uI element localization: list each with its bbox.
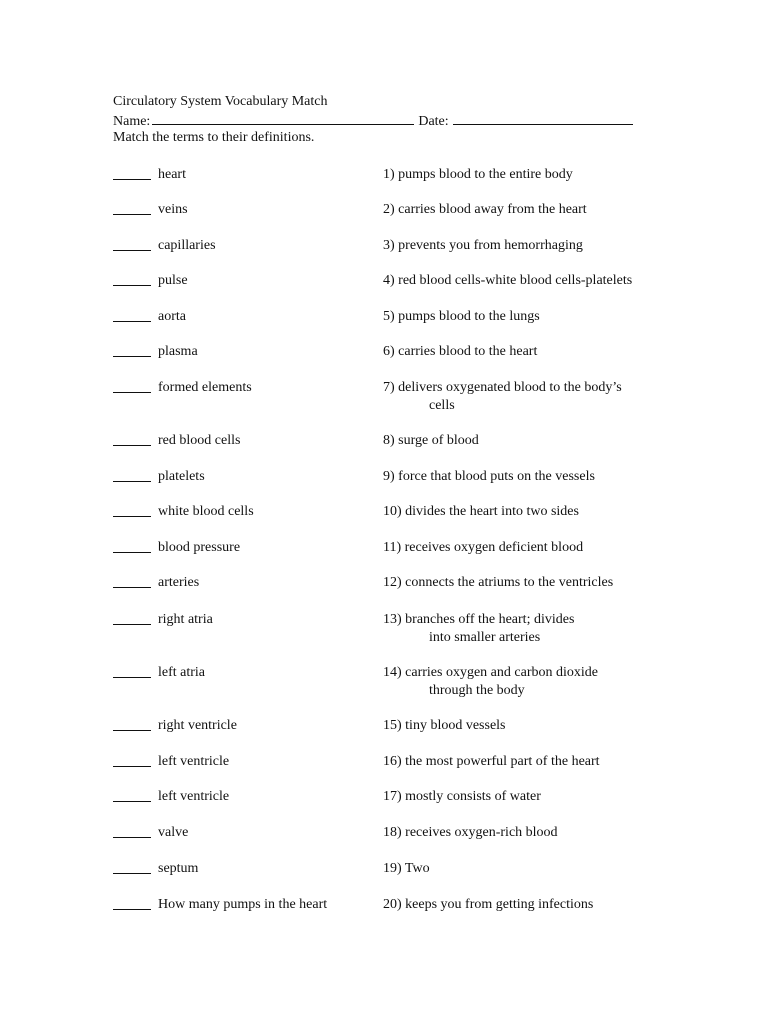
term: capillaries	[158, 238, 216, 253]
definition: 3) prevents you from hemorrhaging	[383, 238, 583, 253]
definition: 14) carries oxygen and carbon dioxide	[383, 665, 598, 680]
term: right ventricle	[158, 718, 237, 733]
answer-blank[interactable]	[113, 250, 151, 251]
term: platelets	[158, 469, 205, 484]
term: plasma	[158, 344, 198, 359]
term: arteries	[158, 575, 200, 590]
answer-blank[interactable]	[113, 801, 151, 802]
term: left ventricle	[158, 789, 230, 804]
match-row	[0, 343, 768, 379]
definition: 10) divides the heart into two sides	[383, 504, 579, 519]
term: left ventricle	[158, 754, 230, 769]
match-row	[0, 860, 768, 896]
term: blood pressure	[158, 540, 241, 555]
definition: 17) mostly consists of water	[383, 789, 541, 804]
match-row	[0, 788, 768, 824]
term: left atria	[158, 665, 206, 680]
worksheet-title: Circulatory System Vocabulary Match	[113, 94, 328, 109]
name-field[interactable]	[152, 112, 414, 125]
definition: 1) pumps blood to the entire body	[383, 167, 573, 182]
match-row	[0, 717, 768, 753]
term: heart	[158, 167, 186, 182]
match-row	[0, 379, 768, 415]
match-row	[0, 574, 768, 610]
match-row	[0, 166, 768, 202]
answer-blank[interactable]	[113, 873, 151, 874]
definition: 9) force that blood puts on the vessels	[383, 469, 595, 484]
match-row	[0, 611, 768, 647]
match-row	[0, 539, 768, 575]
instructions: Match the terms to their definitions.	[113, 130, 315, 145]
definition: 11) receives oxygen deficient blood	[383, 540, 584, 555]
answer-blank[interactable]	[113, 356, 151, 357]
match-row	[0, 272, 768, 308]
match-row	[0, 753, 768, 789]
term: aorta	[158, 309, 186, 324]
definition-continuation: into smaller arteries	[429, 630, 541, 645]
term: valve	[158, 825, 189, 840]
definition: 5) pumps blood to the lungs	[383, 309, 540, 324]
definition: 4) red blood cells-white blood cells-platelets	[383, 273, 633, 288]
answer-blank[interactable]	[113, 392, 151, 393]
answer-blank[interactable]	[113, 321, 151, 322]
match-row	[0, 503, 768, 539]
answer-blank[interactable]	[113, 730, 151, 731]
answer-blank[interactable]	[113, 552, 151, 553]
answer-blank[interactable]	[113, 445, 151, 446]
answer-blank[interactable]	[113, 624, 151, 625]
definition: 6) carries blood to the heart	[383, 344, 538, 359]
term: white blood cells	[158, 504, 254, 519]
answer-blank[interactable]	[113, 587, 151, 588]
answer-blank[interactable]	[113, 837, 151, 838]
definition: 13) branches off the heart; divides	[383, 612, 575, 627]
definition: 8) surge of blood	[383, 433, 479, 448]
definition: 16) the most powerful part of the heart	[383, 754, 600, 769]
term: pulse	[158, 273, 188, 288]
term: formed elements	[158, 380, 252, 395]
answer-blank[interactable]	[113, 481, 151, 482]
match-row	[0, 664, 768, 700]
definition: 2) carries blood away from the heart	[383, 202, 587, 217]
definition: 7) delivers oxygenated blood to the body’s	[383, 380, 622, 395]
date-label: Date:	[418, 114, 449, 129]
answer-blank[interactable]	[113, 909, 151, 910]
match-row	[0, 896, 768, 932]
term: How many pumps in the heart	[158, 897, 328, 912]
match-row	[0, 308, 768, 344]
definition: 12) connects the atriums to the ventricles	[383, 575, 614, 590]
answer-blank[interactable]	[113, 677, 151, 678]
term: red blood cells	[158, 433, 241, 448]
answer-blank[interactable]	[113, 285, 151, 286]
term: veins	[158, 202, 188, 217]
answer-blank[interactable]	[113, 516, 151, 517]
answer-blank[interactable]	[113, 179, 151, 180]
name-label: Name:	[113, 114, 151, 129]
date-field[interactable]	[453, 112, 633, 125]
match-row	[0, 468, 768, 504]
definition-continuation: cells	[429, 398, 455, 413]
match-row	[0, 237, 768, 273]
answer-blank[interactable]	[113, 766, 151, 767]
match-row	[0, 201, 768, 237]
term: right atria	[158, 612, 213, 627]
name-date-line	[113, 112, 633, 130]
match-row	[0, 824, 768, 860]
term: septum	[158, 861, 199, 876]
definition: 18) receives oxygen-rich blood	[383, 825, 558, 840]
definition: 19) Two	[383, 861, 430, 876]
match-row	[0, 432, 768, 468]
answer-blank[interactable]	[113, 214, 151, 215]
definition: 15) tiny blood vessels	[383, 718, 506, 733]
definition-continuation: through the body	[429, 683, 525, 698]
definition: 20) keeps you from getting infections	[383, 897, 594, 912]
